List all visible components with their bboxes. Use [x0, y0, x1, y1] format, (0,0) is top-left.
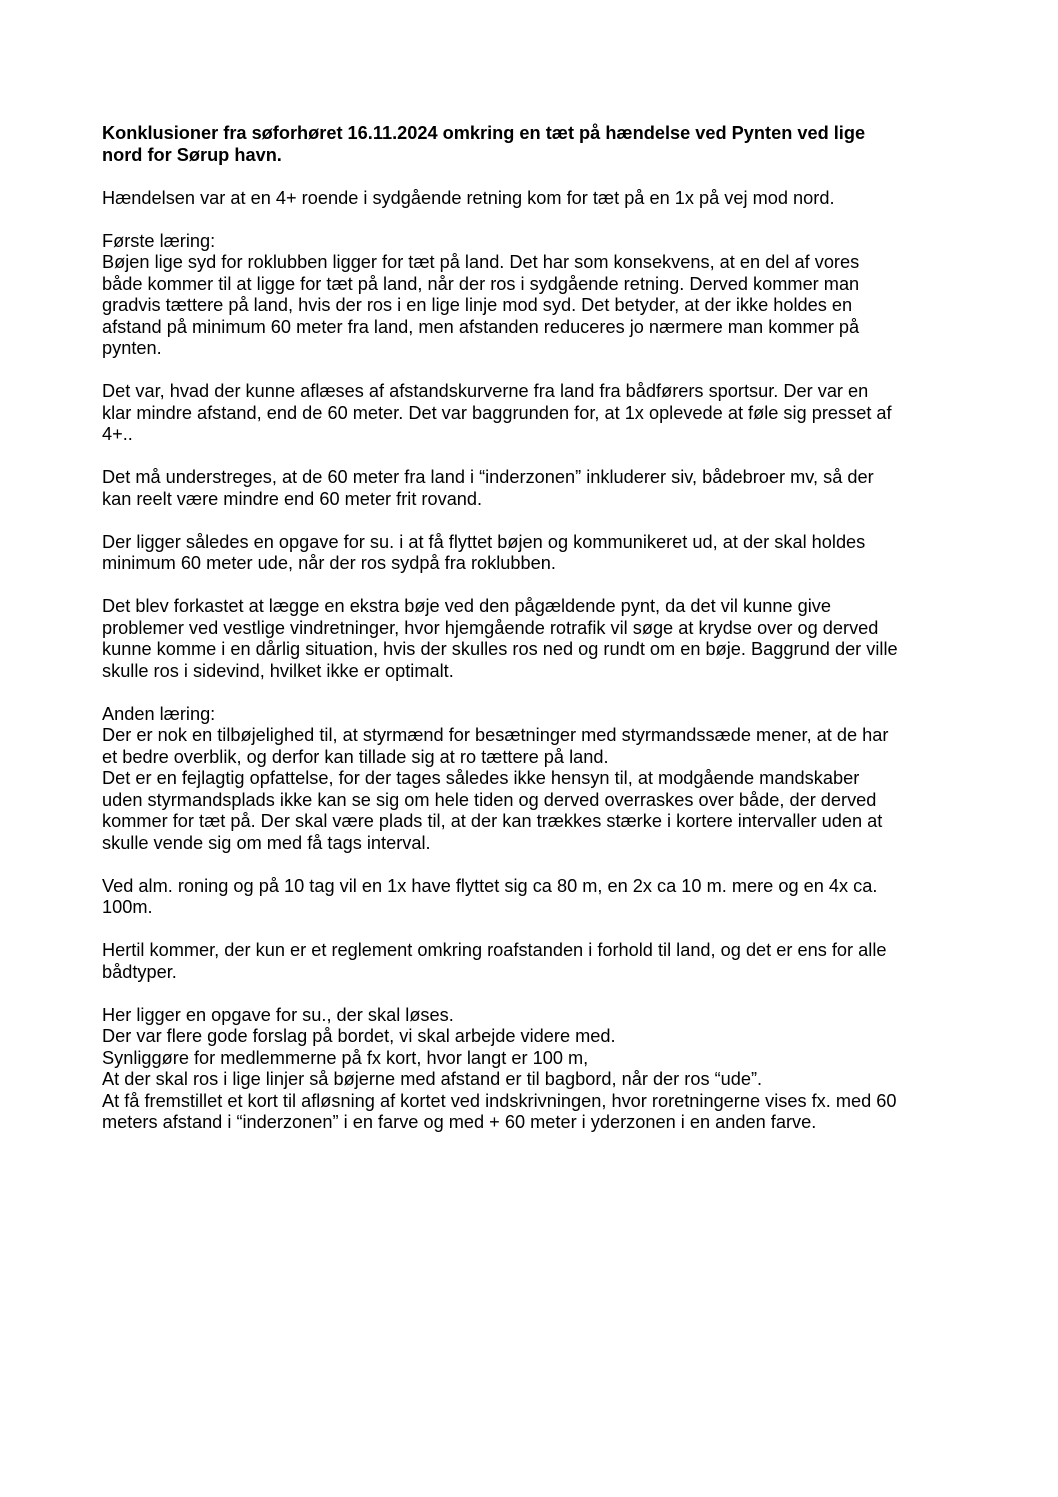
- text-line: meters afstand i “inderzonen” i en farve og med + 60 meter i yderzonen i en anden farve.: [102, 1112, 817, 1132]
- text-line: kan reelt være mindre end 60 meter frit rovand.: [102, 488, 483, 509]
- text-line: minimum 60 meter ude, når der ros sydpå fra roklubben.: [102, 553, 556, 573]
- paragraph-sportswatch: [102, 381, 972, 446]
- section-heading: Første læring:: [102, 230, 216, 251]
- paragraph-inner-zone: [102, 467, 972, 510]
- text-line: Bøjen lige syd for roklubben ligger for tæt på land. Det har som konsekvens, at en del af vores: [102, 252, 860, 272]
- paragraph-task-buoy: [102, 532, 972, 575]
- text-line: klar mindre afstand, end de 60 meter. Det var baggrunden for, at 1x oplevede at føle sig presset af: [102, 402, 892, 423]
- text-line: Det er en fejlagtig opfattelse, for der tages således ikke hensyn til, at modgående mandskaber: [102, 768, 860, 788]
- text-line: både kommer til at ligge for tæt på land, når der ros i sydgående retning. Derved kommer man: [102, 273, 860, 294]
- text-line: kommer for tæt på. Der skal være plads til, at der kan trækkes stærke i kortere intervaller uden at: [102, 811, 883, 831]
- text-line: 4+..: [102, 424, 133, 444]
- text-line: skulle vende sig om med få tags interval.: [102, 832, 431, 853]
- document-title: [102, 123, 972, 166]
- paragraph-first-learning: [102, 231, 972, 360]
- title-line: Konklusioner fra søforhøret 16.11.2024 omkring en tæt på hændelse ved Pynten ved lige: [102, 123, 866, 143]
- text-line: Der var flere gode forslag på bordet, vi skal arbejde videre med.: [102, 1026, 616, 1046]
- text-line: Ved alm. roning og på 10 tag vil en 1x have flyttet sig ca 80 m, en 2x ca 10 m. mere og en 4x ca.: [102, 875, 878, 896]
- document-body: [102, 123, 972, 1155]
- text-line: At få fremstillet et kort til afløsning af kortet ved indskrivningen, hvor roretningerne vises fx. med 60: [102, 1090, 897, 1111]
- section-heading: Anden læring:: [102, 703, 216, 724]
- paragraph-extra-buoy: [102, 596, 972, 682]
- text-line: uden styrmandsplads ikke kan se sig om hele tiden og derved overraskes over både, der derved: [102, 789, 877, 810]
- text-line: 100m.: [102, 897, 153, 917]
- text-line: et bedre overblik, og derfor kan tillade sig at ro tættere på land.: [102, 746, 609, 767]
- text-line: Der er nok en tilbøjelighed til, at styrmænd for besætninger med styrmandssæde mener, at de har: [102, 725, 889, 745]
- text-line: bådtyper.: [102, 961, 177, 982]
- text-line: Det blev forkastet at lægge en ekstra bøje ved den pågældende pynt, da det vil kunne give: [102, 596, 831, 616]
- text-line: Det må understreges, at de 60 meter fra land i “inderzonen” inkluderer siv, bådebroer mv, så der: [102, 467, 874, 487]
- text-line: Her ligger en opgave for su., der skal løses.: [102, 1004, 454, 1025]
- paragraph-incident: [102, 188, 972, 210]
- text-line: Det var, hvad der kunne aflæses af afstandskurverne fra land fra bådførers sportsur. Der var en: [102, 381, 869, 401]
- text-line: Synliggøre for medlemmerne på fx kort, hvor langt er 100 m,: [102, 1047, 589, 1068]
- text-line: problemer ved vestlige vindretninger, hvor hjemgående rotrafik vil søge at krydse over og derved: [102, 617, 879, 638]
- text-line: kunne komme i en dårlig situation, hvis der skulles ros ned og rundt om en bøje. Baggrund der ville: [102, 639, 898, 659]
- paragraph-tasks: [102, 1005, 972, 1134]
- text-line: Der ligger således en opgave for su. i at få flyttet bøjen og kommunikeret ud, at der skal holdes: [102, 531, 866, 552]
- text-line: afstand på minimum 60 meter fra land, men afstanden reduceres jo nærmere man kommer på: [102, 316, 860, 337]
- text-line: gradvis tættere på land, hvis der ros i en lige linje mod syd. Det betyder, at der ikke holdes en: [102, 295, 853, 315]
- text-line: pynten.: [102, 338, 162, 358]
- paragraph-rowing-distance: [102, 876, 972, 919]
- text-line: Hertil kommer, der kun er et reglement omkring roafstanden i forhold til land, og det er ens for alle: [102, 940, 887, 960]
- text-line: Hændelsen var at en 4+ roende i sydgående retning kom for tæt på en 1x på vej mod nord.: [102, 187, 835, 208]
- text-line: At der skal ros i lige linjer så bøjerne med afstand er til bagbord, når der ros “ude”.: [102, 1069, 763, 1089]
- paragraph-second-learning: [102, 704, 972, 855]
- paragraph-regulation: [102, 940, 972, 983]
- title-line: nord for Sørup havn.: [102, 144, 282, 165]
- text-line: skulle ros i sidevind, hvilket ikke er optimalt.: [102, 660, 454, 681]
